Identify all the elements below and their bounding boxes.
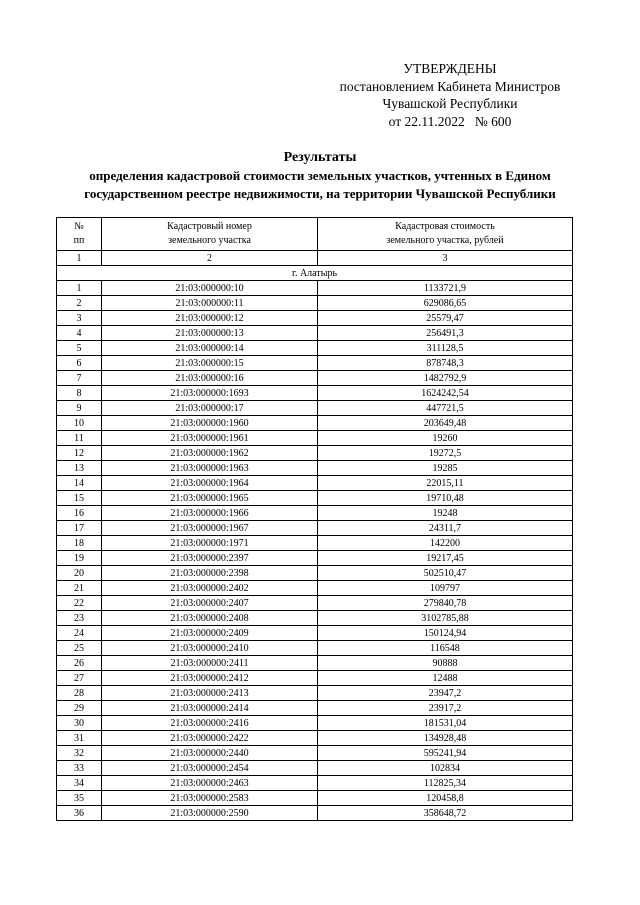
cadastral-value-cell: 19272,5 bbox=[318, 446, 573, 461]
header-cadastral-value: Кадастровая стоимость земельного участка, рублей bbox=[318, 218, 573, 251]
row-number-cell: 34 bbox=[57, 776, 102, 791]
cadastral-value-cell: 878748,3 bbox=[318, 356, 573, 371]
row-number-cell: 16 bbox=[57, 506, 102, 521]
cadastral-number-cell: 21:03:000000:2416 bbox=[102, 716, 318, 731]
table-row bbox=[57, 521, 573, 536]
table-row bbox=[57, 491, 573, 506]
table-row bbox=[57, 701, 573, 716]
table-row bbox=[57, 746, 573, 761]
table-row bbox=[57, 806, 573, 821]
cadastral-value-cell: 120458,8 bbox=[318, 791, 573, 806]
cadastral-number-cell: 21:03:000000:2413 bbox=[102, 686, 318, 701]
table-header-row bbox=[57, 218, 573, 251]
cadastral-number-cell: 21:03:000000:16 bbox=[102, 371, 318, 386]
column-number: 1 bbox=[57, 251, 102, 266]
cadastral-number-cell: 21:03:000000:1962 bbox=[102, 446, 318, 461]
row-number-cell: 33 bbox=[57, 761, 102, 776]
cadastral-value-cell: 279840,78 bbox=[318, 596, 573, 611]
cadastral-value-cell: 19248 bbox=[318, 506, 573, 521]
row-number-cell: 31 bbox=[57, 731, 102, 746]
cadastral-value-table bbox=[56, 217, 573, 821]
row-number-cell: 21 bbox=[57, 581, 102, 596]
subtitle-line-1: определения кадастровой стоимости земельных участков, учтенных в Едином bbox=[89, 168, 551, 183]
cadastral-value-cell: 22015,11 bbox=[318, 476, 573, 491]
table-row bbox=[57, 566, 573, 581]
cadastral-number-cell: 21:03:000000:2398 bbox=[102, 566, 318, 581]
cadastral-number-cell: 21:03:000000:2440 bbox=[102, 746, 318, 761]
row-number-cell: 29 bbox=[57, 701, 102, 716]
cadastral-value-cell: 358648,72 bbox=[318, 806, 573, 821]
table-row bbox=[57, 506, 573, 521]
row-number-cell: 4 bbox=[57, 326, 102, 341]
cadastral-number-cell: 21:03:000000:15 bbox=[102, 356, 318, 371]
cadastral-number-cell: 21:03:000000:14 bbox=[102, 341, 318, 356]
row-number-cell: 28 bbox=[57, 686, 102, 701]
row-number-cell: 18 bbox=[57, 536, 102, 551]
cadastral-number-cell: 21:03:000000:11 bbox=[102, 296, 318, 311]
cadastral-value-cell: 23917,2 bbox=[318, 701, 573, 716]
cadastral-value-cell: 134928,48 bbox=[318, 731, 573, 746]
cadastral-number-cell: 21:03:000000:1964 bbox=[102, 476, 318, 491]
section-row bbox=[57, 266, 573, 281]
row-number-cell: 27 bbox=[57, 671, 102, 686]
cadastral-value-cell: 629086,65 bbox=[318, 296, 573, 311]
table-row bbox=[57, 671, 573, 686]
cadastral-number-cell: 21:03:000000:1967 bbox=[102, 521, 318, 536]
cadastral-number-cell: 21:03:000000:2410 bbox=[102, 641, 318, 656]
approval-issuer-region: Чувашской Республики bbox=[382, 96, 518, 111]
row-number-cell: 36 bbox=[57, 806, 102, 821]
header-cadastral-number: Кадастровый номер земельного участка bbox=[102, 218, 318, 251]
cadastral-number-cell: 21:03:000000:2583 bbox=[102, 791, 318, 806]
cadastral-number-cell: 21:03:000000:2454 bbox=[102, 761, 318, 776]
row-number-cell: 17 bbox=[57, 521, 102, 536]
cadastral-value-cell: 502510,47 bbox=[318, 566, 573, 581]
cadastral-value-cell: 181531,04 bbox=[318, 716, 573, 731]
subtitle-line-2: государственном реестре недвижимости, на территории Чувашской Республики bbox=[84, 186, 556, 201]
cadastral-value-cell: 595241,94 bbox=[318, 746, 573, 761]
cadastral-value-cell: 90888 bbox=[318, 656, 573, 671]
cadastral-value-cell: 12488 bbox=[318, 671, 573, 686]
row-number-cell: 8 bbox=[57, 386, 102, 401]
document-title: Результаты bbox=[283, 150, 357, 165]
header-row-number: № пп bbox=[57, 218, 102, 251]
cadastral-value-cell: 116548 bbox=[318, 641, 573, 656]
table-row bbox=[57, 461, 573, 476]
cadastral-value-cell: 19217,45 bbox=[318, 551, 573, 566]
column-number: 3 bbox=[318, 251, 573, 266]
column-number-row bbox=[57, 251, 573, 266]
cadastral-value-cell: 102834 bbox=[318, 761, 573, 776]
table-row bbox=[57, 536, 573, 551]
row-number-cell: 6 bbox=[57, 356, 102, 371]
cadastral-number-cell: 21:03:000000:13 bbox=[102, 326, 318, 341]
table-row bbox=[57, 731, 573, 746]
cadastral-number-cell: 21:03:000000:2402 bbox=[102, 581, 318, 596]
row-number-cell: 12 bbox=[57, 446, 102, 461]
cadastral-value-cell: 142200 bbox=[318, 536, 573, 551]
document-subtitle bbox=[40, 167, 600, 203]
table-row bbox=[57, 761, 573, 776]
cadastral-value-cell: 109797 bbox=[318, 581, 573, 596]
cadastral-value-cell: 1133721,9 bbox=[318, 281, 573, 296]
row-number-cell: 14 bbox=[57, 476, 102, 491]
row-number-cell: 24 bbox=[57, 626, 102, 641]
table-row bbox=[57, 791, 573, 806]
cadastral-value-cell: 311128,5 bbox=[318, 341, 573, 356]
table-row bbox=[57, 641, 573, 656]
cadastral-value-cell: 24311,7 bbox=[318, 521, 573, 536]
column-number: 2 bbox=[102, 251, 318, 266]
table-row bbox=[57, 311, 573, 326]
cadastral-number-cell: 21:03:000000:1963 bbox=[102, 461, 318, 476]
cadastral-number-cell: 21:03:000000:2407 bbox=[102, 596, 318, 611]
table-row bbox=[57, 281, 573, 296]
table-row bbox=[57, 611, 573, 626]
row-number-cell: 25 bbox=[57, 641, 102, 656]
cadastral-number-cell: 21:03:000000:2590 bbox=[102, 806, 318, 821]
cadastral-value-cell: 256491,3 bbox=[318, 326, 573, 341]
table-row bbox=[57, 476, 573, 491]
table-row bbox=[57, 581, 573, 596]
approval-block bbox=[300, 60, 600, 130]
table-row bbox=[57, 341, 573, 356]
table-row bbox=[57, 596, 573, 611]
row-number-cell: 7 bbox=[57, 371, 102, 386]
row-number-cell: 2 bbox=[57, 296, 102, 311]
row-number-cell: 3 bbox=[57, 311, 102, 326]
row-number-cell: 35 bbox=[57, 791, 102, 806]
table-row bbox=[57, 686, 573, 701]
cadastral-number-cell: 21:03:000000:10 bbox=[102, 281, 318, 296]
cadastral-number-cell: 21:03:000000:2408 bbox=[102, 611, 318, 626]
table-row bbox=[57, 446, 573, 461]
table-row bbox=[57, 296, 573, 311]
cadastral-number-cell: 21:03:000000:1961 bbox=[102, 431, 318, 446]
cadastral-number-cell: 21:03:000000:1971 bbox=[102, 536, 318, 551]
table-row bbox=[57, 776, 573, 791]
row-number-cell: 10 bbox=[57, 416, 102, 431]
cadastral-number-cell: 21:03:000000:1966 bbox=[102, 506, 318, 521]
table-row bbox=[57, 551, 573, 566]
cadastral-value-cell: 19285 bbox=[318, 461, 573, 476]
table-row bbox=[57, 431, 573, 446]
cadastral-number-cell: 21:03:000000:2411 bbox=[102, 656, 318, 671]
row-number-cell: 20 bbox=[57, 566, 102, 581]
cadastral-value-cell: 25579,47 bbox=[318, 311, 573, 326]
row-number-cell: 26 bbox=[57, 656, 102, 671]
cadastral-value-cell: 1624242,54 bbox=[318, 386, 573, 401]
row-number-cell: 5 bbox=[57, 341, 102, 356]
cadastral-number-cell: 21:03:000000:1960 bbox=[102, 416, 318, 431]
approval-date-number: от 22.11.2022 № 600 bbox=[388, 113, 512, 129]
cadastral-value-cell: 447721,5 bbox=[318, 401, 573, 416]
row-number-cell: 1 bbox=[57, 281, 102, 296]
cadastral-number-cell: 21:03:000000:2412 bbox=[102, 671, 318, 686]
cadastral-value-cell: 23947,2 bbox=[318, 686, 573, 701]
table-row bbox=[57, 401, 573, 416]
cadastral-value-cell: 203649,48 bbox=[318, 416, 573, 431]
table-row bbox=[57, 371, 573, 386]
table-row bbox=[57, 356, 573, 371]
row-number-cell: 11 bbox=[57, 431, 102, 446]
cadastral-number-cell: 21:03:000000:2409 bbox=[102, 626, 318, 641]
approval-issuer: постановлением Кабинета Министров bbox=[339, 78, 561, 94]
cadastral-number-cell: 21:03:000000:1965 bbox=[102, 491, 318, 506]
row-number-cell: 19 bbox=[57, 551, 102, 566]
row-number-cell: 23 bbox=[57, 611, 102, 626]
table-row bbox=[57, 716, 573, 731]
row-number-cell: 9 bbox=[57, 401, 102, 416]
table-row bbox=[57, 416, 573, 431]
table-row bbox=[57, 626, 573, 641]
row-number-cell: 22 bbox=[57, 596, 102, 611]
row-number-cell: 30 bbox=[57, 716, 102, 731]
row-number-cell: 13 bbox=[57, 461, 102, 476]
cadastral-value-cell: 112825,34 bbox=[318, 776, 573, 791]
table-row bbox=[57, 326, 573, 341]
cadastral-value-cell: 3102785,88 bbox=[318, 611, 573, 626]
cadastral-value-cell: 19710,48 bbox=[318, 491, 573, 506]
cadastral-value-cell: 19260 bbox=[318, 431, 573, 446]
cadastral-number-cell: 21:03:000000:17 bbox=[102, 401, 318, 416]
row-number-cell: 32 bbox=[57, 746, 102, 761]
table-row bbox=[57, 386, 573, 401]
cadastral-number-cell: 21:03:000000:2397 bbox=[102, 551, 318, 566]
cadastral-value-cell: 1482792,9 bbox=[318, 371, 573, 386]
cadastral-value-cell: 150124,94 bbox=[318, 626, 573, 641]
approval-heading: УТВЕРЖДЕНЫ bbox=[403, 61, 497, 76]
section-title: г. Алатырь bbox=[57, 266, 573, 281]
cadastral-number-cell: 21:03:000000:2414 bbox=[102, 701, 318, 716]
row-number-cell: 15 bbox=[57, 491, 102, 506]
cadastral-number-cell: 21:03:000000:1693 bbox=[102, 386, 318, 401]
cadastral-number-cell: 21:03:000000:2463 bbox=[102, 776, 318, 791]
table-row bbox=[57, 656, 573, 671]
cadastral-number-cell: 21:03:000000:2422 bbox=[102, 731, 318, 746]
cadastral-number-cell: 21:03:000000:12 bbox=[102, 311, 318, 326]
